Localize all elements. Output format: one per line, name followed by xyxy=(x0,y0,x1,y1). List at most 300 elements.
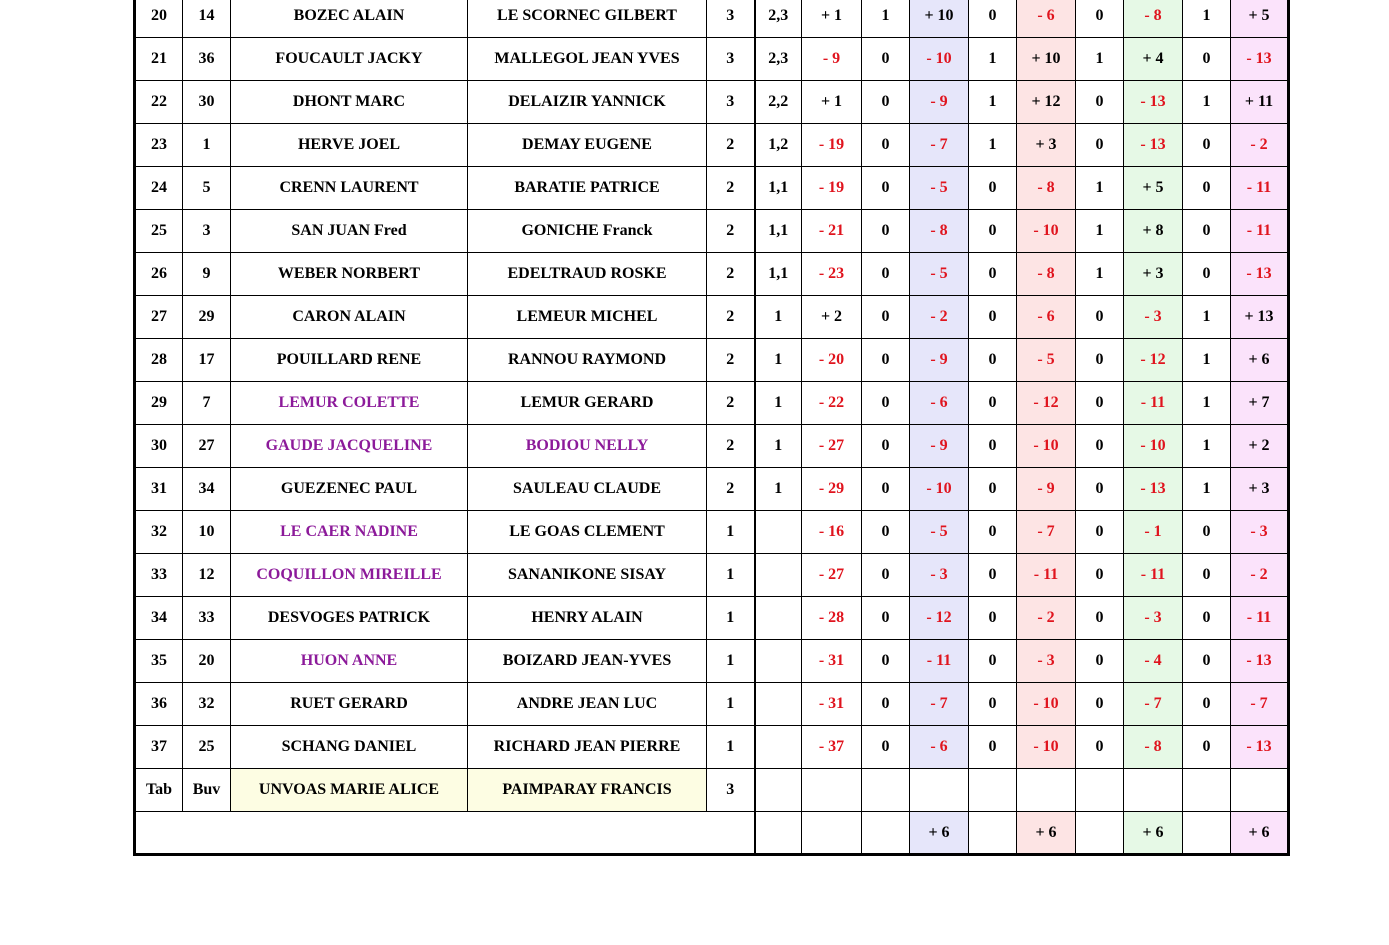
goal-diff-cell: - 20 xyxy=(802,339,862,382)
round4-result-cell: 1 xyxy=(1183,339,1231,382)
round3-diff-cell: + 3 xyxy=(1124,253,1183,296)
round2-result-cell: 0 xyxy=(969,425,1017,468)
average-cell xyxy=(755,511,802,554)
round4-result-cell: 0 xyxy=(1183,726,1231,769)
player2-cell: HENRY ALAIN xyxy=(468,597,707,640)
round1-result-cell: 0 xyxy=(862,339,910,382)
round4-result-cell: 1 xyxy=(1183,468,1231,511)
table-row xyxy=(135,167,1289,210)
round1-diff-cell: - 5 xyxy=(910,167,969,210)
round2-result-cell: 0 xyxy=(969,382,1017,425)
team-number-cell: 29 xyxy=(183,296,231,339)
player2-cell: EDELTRAUD ROSKE xyxy=(468,253,707,296)
round2-diff-cell: - 10 xyxy=(1017,425,1076,468)
player1-cell: BOZEC ALAIN xyxy=(231,0,468,38)
team-number-cell: 3 xyxy=(183,210,231,253)
team-number-cell: 25 xyxy=(183,726,231,769)
round3-diff-cell: + 8 xyxy=(1124,210,1183,253)
table-row xyxy=(135,726,1289,769)
round1-diff-cell: - 7 xyxy=(910,683,969,726)
empty-cell xyxy=(969,812,1017,855)
round4-diff-cell: + 11 xyxy=(1231,81,1289,124)
round4-diff-cell: - 11 xyxy=(1231,597,1289,640)
round4-diff-cell: - 2 xyxy=(1231,124,1289,167)
round4-result-cell: 0 xyxy=(1183,210,1231,253)
round4-diff-cell: - 13 xyxy=(1231,640,1289,683)
average-cell: 2,3 xyxy=(755,38,802,81)
rank-cell: 32 xyxy=(135,511,183,554)
rank-cell: 37 xyxy=(135,726,183,769)
round2-diff-cell: - 11 xyxy=(1017,554,1076,597)
player2-cell: DELAIZIR YANNICK xyxy=(468,81,707,124)
totals-label-cell xyxy=(135,812,755,855)
player2-cell: PAIMPARAY FRANCIS xyxy=(468,769,707,812)
empty-cell xyxy=(969,769,1017,812)
round3-result-cell: 0 xyxy=(1076,425,1124,468)
team-number-cell: 17 xyxy=(183,339,231,382)
average-cell: 1 xyxy=(755,339,802,382)
goal-diff-cell: - 27 xyxy=(802,425,862,468)
round4-result-cell: 0 xyxy=(1183,640,1231,683)
round2-diff-cell: - 12 xyxy=(1017,382,1076,425)
goal-diff-cell: - 37 xyxy=(802,726,862,769)
round4-result-cell: 0 xyxy=(1183,554,1231,597)
team-number-cell: 33 xyxy=(183,597,231,640)
round2-diff-cell: + 3 xyxy=(1017,124,1076,167)
player2-cell: ANDRE JEAN LUC xyxy=(468,683,707,726)
table-row xyxy=(135,554,1289,597)
rank-cell: 27 xyxy=(135,296,183,339)
round1-result-cell: 0 xyxy=(862,253,910,296)
round3-diff-cell: - 10 xyxy=(1124,425,1183,468)
goal-diff-cell: - 27 xyxy=(802,554,862,597)
round4-diff-cell: - 13 xyxy=(1231,253,1289,296)
results-table-body xyxy=(135,0,1289,855)
round1-result-cell: 0 xyxy=(862,296,910,339)
round4-total-cell: + 6 xyxy=(1231,812,1289,855)
average-cell xyxy=(755,554,802,597)
round2-diff-cell: - 10 xyxy=(1017,210,1076,253)
round2-total-cell: + 6 xyxy=(1017,812,1076,855)
goal-diff-cell: - 22 xyxy=(802,382,862,425)
round1-diff-cell: - 8 xyxy=(910,210,969,253)
points-cell: 3 xyxy=(707,38,755,81)
average-cell: 2,2 xyxy=(755,81,802,124)
round2-result-cell: 0 xyxy=(969,0,1017,38)
round4-result-cell: 1 xyxy=(1183,296,1231,339)
round1-result-cell: 0 xyxy=(862,210,910,253)
table-row xyxy=(135,425,1289,468)
round2-diff-cell: - 8 xyxy=(1017,167,1076,210)
round2-diff-cell: - 8 xyxy=(1017,253,1076,296)
round3-result-cell: 0 xyxy=(1076,124,1124,167)
rank-cell: 21 xyxy=(135,38,183,81)
average-cell: 1 xyxy=(755,296,802,339)
round1-total-cell: + 6 xyxy=(910,812,969,855)
round4-result-cell: 1 xyxy=(1183,425,1231,468)
goal-diff-cell: - 19 xyxy=(802,124,862,167)
table-row xyxy=(135,253,1289,296)
round2-diff-cell: - 5 xyxy=(1017,339,1076,382)
round3-result-cell: 0 xyxy=(1076,339,1124,382)
points-cell: 1 xyxy=(707,726,755,769)
player1-cell: DESVOGES PATRICK xyxy=(231,597,468,640)
player2-cell: LE SCORNEC GILBERT xyxy=(468,0,707,38)
round3-diff-cell: - 7 xyxy=(1124,683,1183,726)
player1-cell: SCHANG DANIEL xyxy=(231,726,468,769)
round2-diff-cell: - 6 xyxy=(1017,296,1076,339)
totals-row xyxy=(135,812,1289,855)
player1-cell: RUET GERARD xyxy=(231,683,468,726)
team-number-cell: 10 xyxy=(183,511,231,554)
player1-cell: WEBER NORBERT xyxy=(231,253,468,296)
team-number-cell: 12 xyxy=(183,554,231,597)
round1-diff-cell: - 11 xyxy=(910,640,969,683)
empty-cell xyxy=(1183,812,1231,855)
round2-result-cell: 1 xyxy=(969,124,1017,167)
player2-cell: RICHARD JEAN PIERRE xyxy=(468,726,707,769)
round3-result-cell: 0 xyxy=(1076,468,1124,511)
round1-diff-cell: - 9 xyxy=(910,425,969,468)
table-row xyxy=(135,210,1289,253)
round1-result-cell: 0 xyxy=(862,38,910,81)
round4-result-cell: 0 xyxy=(1183,597,1231,640)
player2-cell: SANANIKONE SISAY xyxy=(468,554,707,597)
player1-cell: SAN JUAN Fred xyxy=(231,210,468,253)
round3-diff-cell: - 3 xyxy=(1124,597,1183,640)
player1-cell: HERVE JOEL xyxy=(231,124,468,167)
round4-diff-cell: + 3 xyxy=(1231,468,1289,511)
round1-diff-cell: - 10 xyxy=(910,468,969,511)
empty-cell xyxy=(802,769,862,812)
round3-result-cell: 0 xyxy=(1076,554,1124,597)
table-row xyxy=(135,81,1289,124)
goal-diff-cell: + 1 xyxy=(802,81,862,124)
average-cell xyxy=(755,683,802,726)
round4-result-cell: 0 xyxy=(1183,683,1231,726)
round1-diff-cell: - 10 xyxy=(910,38,969,81)
team-number-cell: 9 xyxy=(183,253,231,296)
round4-diff-cell: + 13 xyxy=(1231,296,1289,339)
round4-result-cell: 0 xyxy=(1183,511,1231,554)
player2-cell: LE GOAS CLEMENT xyxy=(468,511,707,554)
player1-cell: LE CAER NADINE xyxy=(231,511,468,554)
round4-result-cell: 1 xyxy=(1183,382,1231,425)
round2-result-cell: 0 xyxy=(969,167,1017,210)
round1-diff-cell: - 7 xyxy=(910,124,969,167)
table-row xyxy=(135,468,1289,511)
table-row xyxy=(135,597,1289,640)
team-number-cell: 20 xyxy=(183,640,231,683)
table-row xyxy=(135,382,1289,425)
team-number-cell: 27 xyxy=(183,425,231,468)
round2-result-cell: 1 xyxy=(969,81,1017,124)
goal-diff-cell: + 2 xyxy=(802,296,862,339)
round3-diff-cell: - 11 xyxy=(1124,554,1183,597)
round3-result-cell: 0 xyxy=(1076,511,1124,554)
round2-diff-cell: + 10 xyxy=(1017,38,1076,81)
goal-diff-cell: + 1 xyxy=(802,0,862,38)
team-number-cell: 5 xyxy=(183,167,231,210)
goal-diff-cell: - 19 xyxy=(802,167,862,210)
round3-result-cell: 1 xyxy=(1076,253,1124,296)
goal-diff-cell: - 31 xyxy=(802,683,862,726)
round1-result-cell: 0 xyxy=(862,382,910,425)
round2-result-cell: 0 xyxy=(969,210,1017,253)
points-cell: 3 xyxy=(707,81,755,124)
round3-diff-cell: + 5 xyxy=(1124,167,1183,210)
round1-diff-cell: - 12 xyxy=(910,597,969,640)
team-number-cell: 7 xyxy=(183,382,231,425)
goal-diff-cell: - 31 xyxy=(802,640,862,683)
points-cell: 2 xyxy=(707,253,755,296)
points-cell: 2 xyxy=(707,382,755,425)
player1-cell: GUEZENEC PAUL xyxy=(231,468,468,511)
round3-result-cell: 0 xyxy=(1076,81,1124,124)
round1-result-cell: 0 xyxy=(862,124,910,167)
round1-result-cell: 1 xyxy=(862,0,910,38)
empty-cell xyxy=(862,812,910,855)
goal-diff-cell: - 29 xyxy=(802,468,862,511)
round3-diff-cell: - 13 xyxy=(1124,81,1183,124)
average-cell: 2,3 xyxy=(755,0,802,38)
round1-diff-cell: - 9 xyxy=(910,339,969,382)
goal-diff-cell: - 23 xyxy=(802,253,862,296)
round1-result-cell: 0 xyxy=(862,167,910,210)
team-number-cell: 30 xyxy=(183,81,231,124)
round1-diff-cell: - 6 xyxy=(910,382,969,425)
round4-diff-cell: + 6 xyxy=(1231,339,1289,382)
player1-cell: LEMUR COLETTE xyxy=(231,382,468,425)
round3-diff-cell: - 12 xyxy=(1124,339,1183,382)
round1-result-cell: 0 xyxy=(862,554,910,597)
points-cell: 2 xyxy=(707,468,755,511)
round2-result-cell: 1 xyxy=(969,38,1017,81)
player2-cell: GONICHE Franck xyxy=(468,210,707,253)
round2-diff-cell: - 3 xyxy=(1017,640,1076,683)
points-cell: 2 xyxy=(707,167,755,210)
empty-cell xyxy=(1017,769,1076,812)
round1-diff-cell: - 6 xyxy=(910,726,969,769)
points-cell: 1 xyxy=(707,597,755,640)
round4-result-cell: 0 xyxy=(1183,253,1231,296)
round4-diff-cell: - 3 xyxy=(1231,511,1289,554)
round4-diff-cell: - 2 xyxy=(1231,554,1289,597)
team-number-cell: 14 xyxy=(183,0,231,38)
points-cell: 1 xyxy=(707,640,755,683)
round2-result-cell: 0 xyxy=(969,296,1017,339)
empty-cell xyxy=(1183,769,1231,812)
table-row xyxy=(135,0,1289,38)
rank-cell: 28 xyxy=(135,339,183,382)
round4-diff-cell: + 2 xyxy=(1231,425,1289,468)
round1-result-cell: 0 xyxy=(862,640,910,683)
average-cell: 1,1 xyxy=(755,253,802,296)
player2-cell: MALLEGOL JEAN YVES xyxy=(468,38,707,81)
player1-cell: DHONT MARC xyxy=(231,81,468,124)
round2-result-cell: 0 xyxy=(969,468,1017,511)
round1-result-cell: 0 xyxy=(862,468,910,511)
team-number-cell: 34 xyxy=(183,468,231,511)
round3-diff-cell: - 8 xyxy=(1124,0,1183,38)
extra-team-row xyxy=(135,769,1289,812)
average-cell: 1,2 xyxy=(755,124,802,167)
team-number-cell: 32 xyxy=(183,683,231,726)
round2-diff-cell: - 10 xyxy=(1017,683,1076,726)
round4-diff-cell: - 7 xyxy=(1231,683,1289,726)
round3-result-cell: 1 xyxy=(1076,38,1124,81)
round4-result-cell: 1 xyxy=(1183,0,1231,38)
table-row xyxy=(135,640,1289,683)
rank-cell: 22 xyxy=(135,81,183,124)
round3-diff-cell: - 3 xyxy=(1124,296,1183,339)
tab-label-cell: Tab xyxy=(135,769,183,812)
rank-cell: 20 xyxy=(135,0,183,38)
points-cell: 2 xyxy=(707,339,755,382)
rank-cell: 33 xyxy=(135,554,183,597)
rank-cell: 23 xyxy=(135,124,183,167)
empty-cell xyxy=(1076,769,1124,812)
player2-cell: RANNOU RAYMOND xyxy=(468,339,707,382)
table-row xyxy=(135,38,1289,81)
player1-cell: POUILLARD RENE xyxy=(231,339,468,382)
round1-diff-cell: + 10 xyxy=(910,0,969,38)
round1-diff-cell: - 5 xyxy=(910,253,969,296)
round4-diff-cell: - 11 xyxy=(1231,210,1289,253)
round1-result-cell: 0 xyxy=(862,726,910,769)
empty-cell xyxy=(802,812,862,855)
round2-result-cell: 0 xyxy=(969,726,1017,769)
points-cell: 3 xyxy=(707,769,755,812)
rank-cell: 31 xyxy=(135,468,183,511)
rank-cell: 35 xyxy=(135,640,183,683)
round1-diff-cell: - 2 xyxy=(910,296,969,339)
round3-diff-cell: - 13 xyxy=(1124,468,1183,511)
round2-diff-cell: - 2 xyxy=(1017,597,1076,640)
points-cell: 2 xyxy=(707,425,755,468)
points-cell: 2 xyxy=(707,210,755,253)
rank-cell: 34 xyxy=(135,597,183,640)
round2-diff-cell: - 7 xyxy=(1017,511,1076,554)
round2-result-cell: 0 xyxy=(969,511,1017,554)
round4-diff-cell: - 13 xyxy=(1231,726,1289,769)
round4-result-cell: 0 xyxy=(1183,167,1231,210)
round3-result-cell: 1 xyxy=(1076,167,1124,210)
empty-cell xyxy=(910,769,969,812)
round2-result-cell: 0 xyxy=(969,339,1017,382)
round2-diff-cell: - 10 xyxy=(1017,726,1076,769)
round2-result-cell: 0 xyxy=(969,253,1017,296)
table-row xyxy=(135,511,1289,554)
player1-cell: CRENN LAURENT xyxy=(231,167,468,210)
round3-result-cell: 0 xyxy=(1076,296,1124,339)
player1-cell: COQUILLON MIREILLE xyxy=(231,554,468,597)
rank-cell: 36 xyxy=(135,683,183,726)
average-cell: 1 xyxy=(755,382,802,425)
round3-diff-cell: - 4 xyxy=(1124,640,1183,683)
round1-diff-cell: - 3 xyxy=(910,554,969,597)
player1-cell: UNVOAS MARIE ALICE xyxy=(231,769,468,812)
round2-diff-cell: + 12 xyxy=(1017,81,1076,124)
player2-cell: DEMAY EUGENE xyxy=(468,124,707,167)
player1-cell: CARON ALAIN xyxy=(231,296,468,339)
round3-result-cell: 0 xyxy=(1076,382,1124,425)
results-table xyxy=(133,0,1290,856)
round4-result-cell: 0 xyxy=(1183,124,1231,167)
round2-result-cell: 0 xyxy=(969,640,1017,683)
rank-cell: 29 xyxy=(135,382,183,425)
round3-diff-cell: - 8 xyxy=(1124,726,1183,769)
average-cell: 1 xyxy=(755,425,802,468)
team-number-cell: 36 xyxy=(183,38,231,81)
round3-diff-cell: + 4 xyxy=(1124,38,1183,81)
round1-result-cell: 0 xyxy=(862,425,910,468)
rank-cell: 30 xyxy=(135,425,183,468)
goal-diff-cell: - 21 xyxy=(802,210,862,253)
round4-diff-cell: + 7 xyxy=(1231,382,1289,425)
round4-diff-cell: + 5 xyxy=(1231,0,1289,38)
player2-cell: BARATIE PATRICE xyxy=(468,167,707,210)
rank-cell: 26 xyxy=(135,253,183,296)
round2-diff-cell: - 6 xyxy=(1017,0,1076,38)
empty-cell xyxy=(755,812,802,855)
round3-result-cell: 0 xyxy=(1076,726,1124,769)
player1-cell: GAUDE JACQUELINE xyxy=(231,425,468,468)
average-cell: 1,1 xyxy=(755,167,802,210)
team-number-cell: 1 xyxy=(183,124,231,167)
round1-result-cell: 0 xyxy=(862,683,910,726)
player2-cell: BOIZARD JEAN-YVES xyxy=(468,640,707,683)
average-cell xyxy=(755,726,802,769)
round4-diff-cell: - 11 xyxy=(1231,167,1289,210)
empty-cell xyxy=(755,769,802,812)
round3-result-cell: 1 xyxy=(1076,210,1124,253)
round3-total-cell: + 6 xyxy=(1124,812,1183,855)
player2-cell: LEMUR GERARD xyxy=(468,382,707,425)
average-cell: 1,1 xyxy=(755,210,802,253)
table-row xyxy=(135,339,1289,382)
goal-diff-cell: - 28 xyxy=(802,597,862,640)
round3-result-cell: 0 xyxy=(1076,597,1124,640)
table-row xyxy=(135,124,1289,167)
round1-diff-cell: - 5 xyxy=(910,511,969,554)
round1-result-cell: 0 xyxy=(862,597,910,640)
rank-cell: 25 xyxy=(135,210,183,253)
round2-result-cell: 0 xyxy=(969,683,1017,726)
points-cell: 1 xyxy=(707,554,755,597)
empty-cell xyxy=(1076,812,1124,855)
table-row xyxy=(135,683,1289,726)
empty-cell xyxy=(1124,769,1183,812)
average-cell: 1 xyxy=(755,468,802,511)
empty-cell xyxy=(1231,769,1289,812)
round2-diff-cell: - 9 xyxy=(1017,468,1076,511)
round3-diff-cell: - 11 xyxy=(1124,382,1183,425)
round4-diff-cell: - 13 xyxy=(1231,38,1289,81)
player2-cell: SAULEAU CLAUDE xyxy=(468,468,707,511)
round1-result-cell: 0 xyxy=(862,511,910,554)
table-row xyxy=(135,296,1289,339)
average-cell xyxy=(755,597,802,640)
player2-cell: LEMEUR MICHEL xyxy=(468,296,707,339)
average-cell xyxy=(755,640,802,683)
round4-result-cell: 0 xyxy=(1183,38,1231,81)
points-cell: 1 xyxy=(707,511,755,554)
round3-result-cell: 0 xyxy=(1076,683,1124,726)
points-cell: 2 xyxy=(707,124,755,167)
round2-result-cell: 0 xyxy=(969,597,1017,640)
round3-diff-cell: - 13 xyxy=(1124,124,1183,167)
